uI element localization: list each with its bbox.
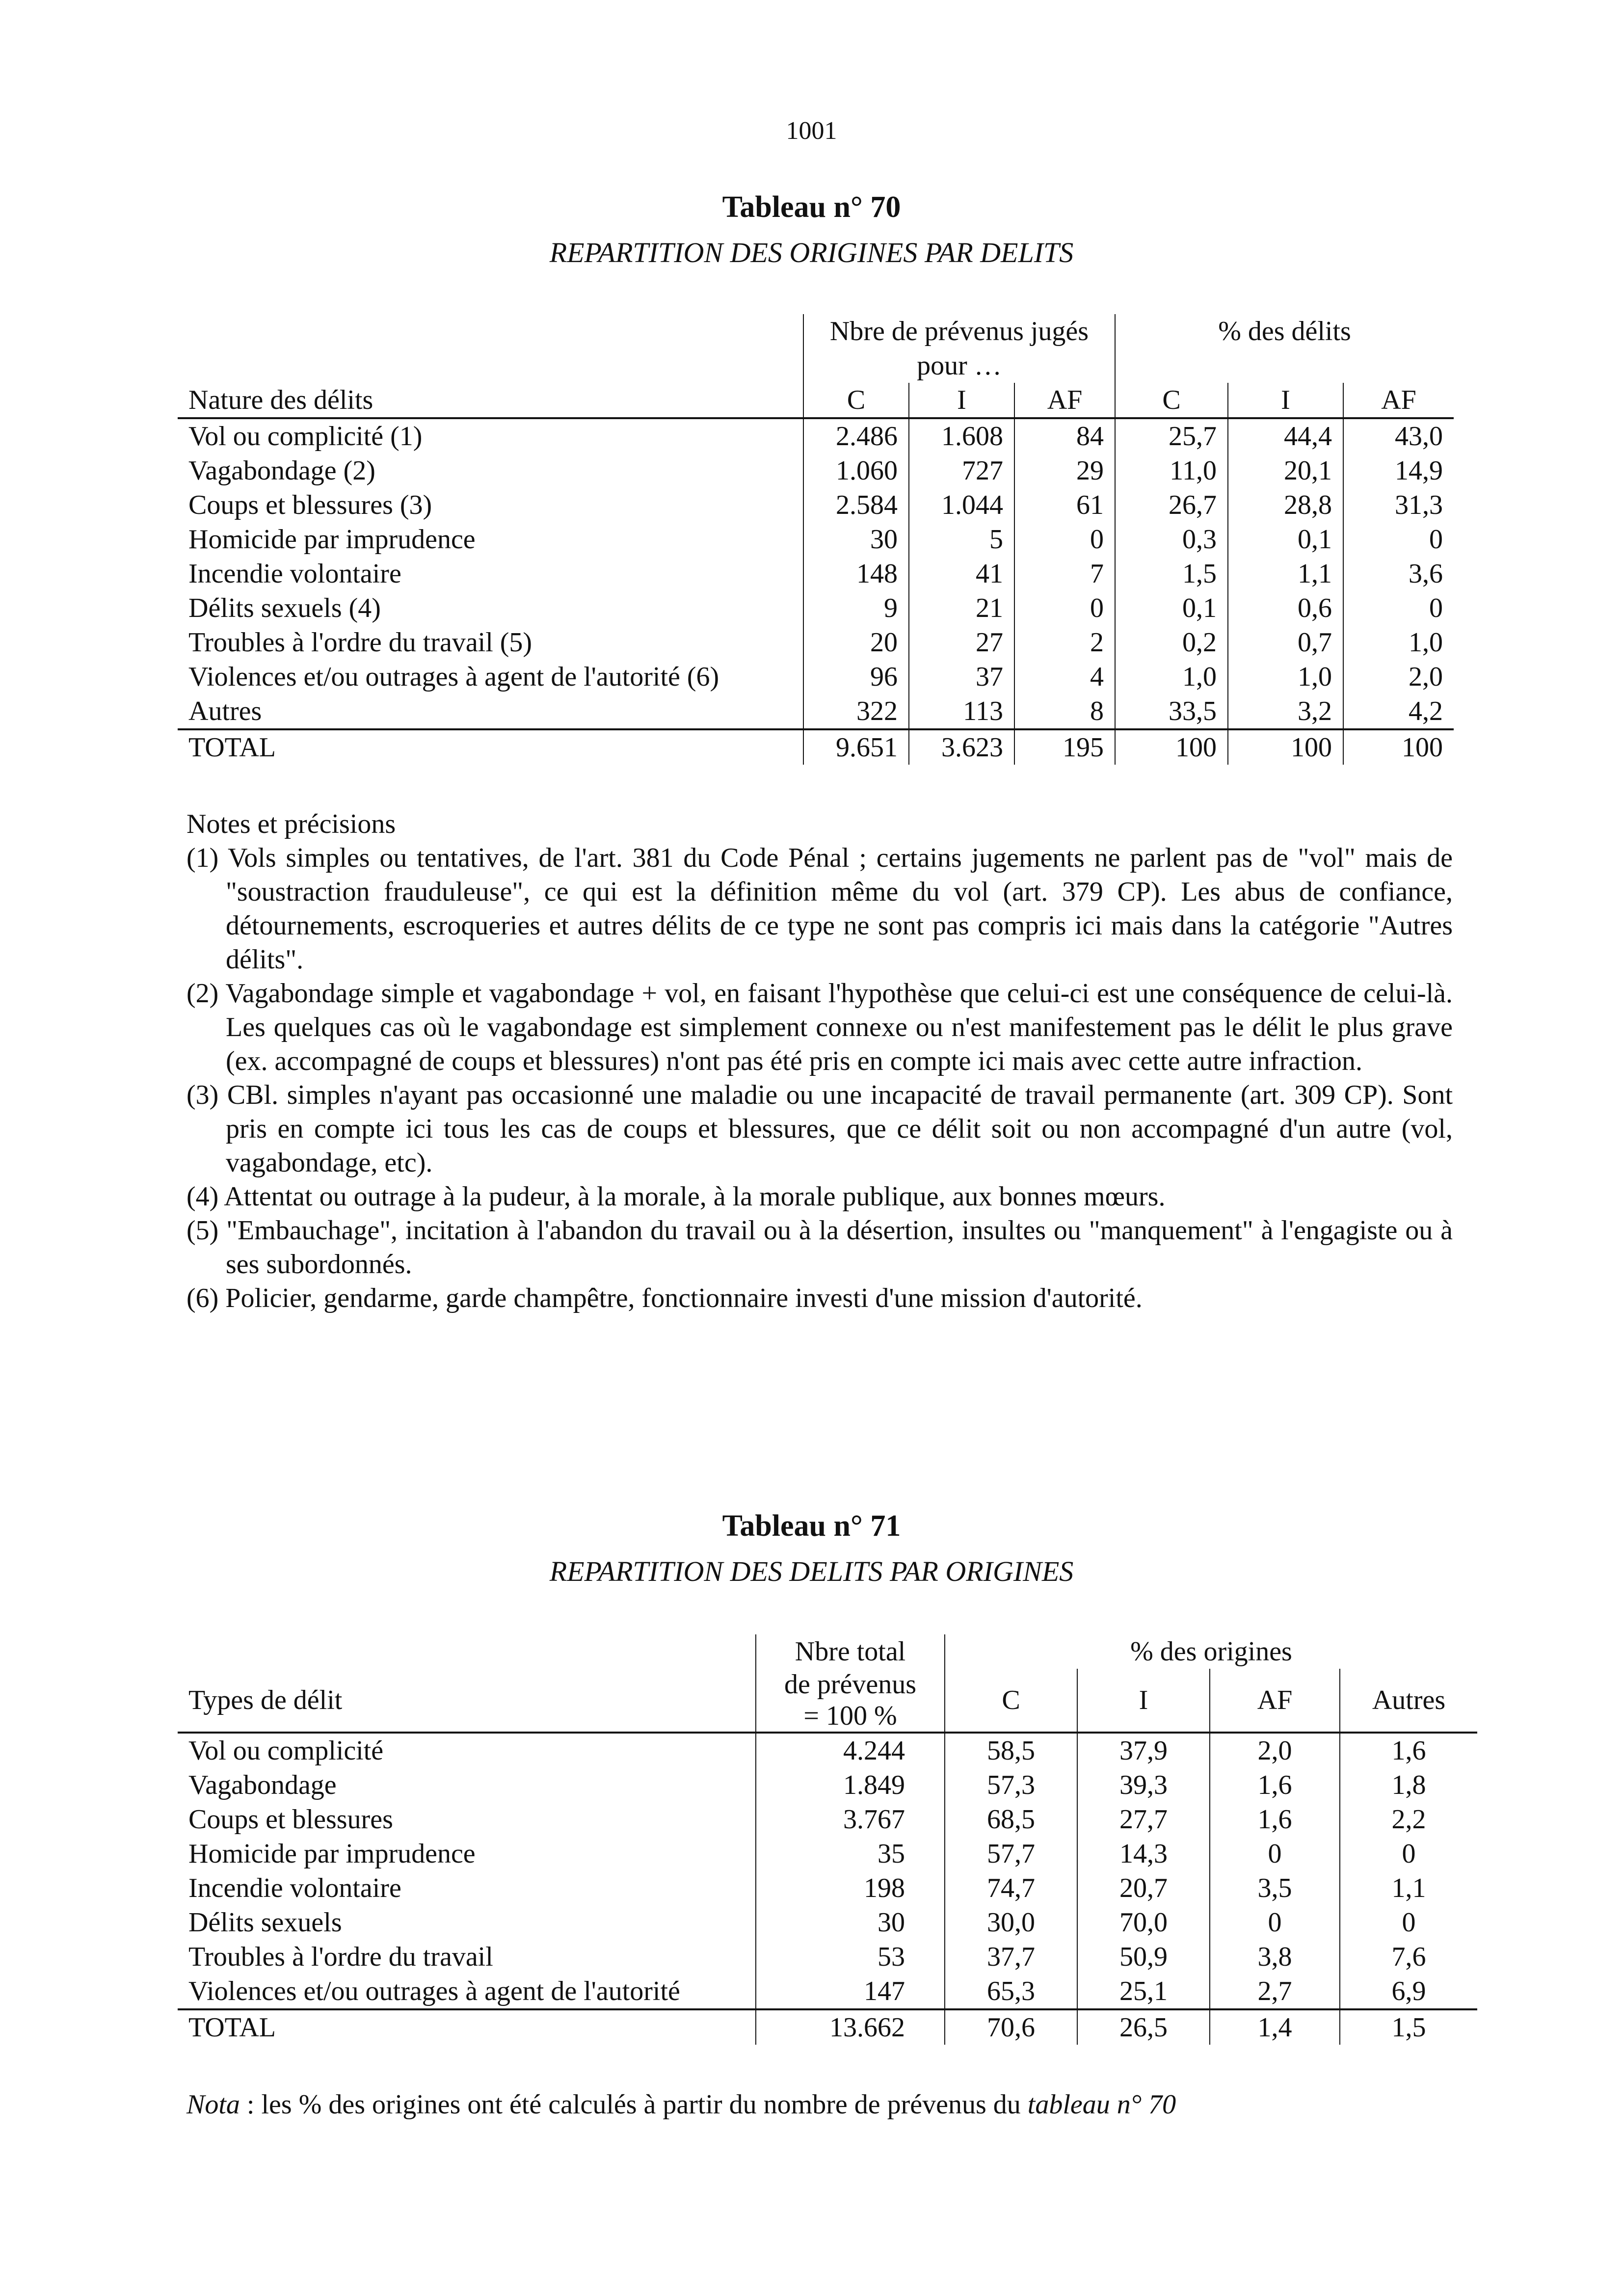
- table-cell: 147: [756, 1974, 945, 2009]
- table71-nota: [186, 2088, 1176, 2121]
- table-cell: 1,0: [1115, 660, 1228, 694]
- table71-col-header-cell: Autres: [1340, 1669, 1477, 1733]
- table-cell: 0,1: [1115, 591, 1228, 625]
- table71-total-cell: 26,5: [1077, 2009, 1210, 2045]
- row-label: Troubles à l'ordre du travail (5): [188, 627, 532, 658]
- table71-col-header: [178, 1669, 1477, 1733]
- table-cell: 0,7: [1228, 625, 1343, 660]
- table71-group-header: [178, 1634, 1477, 1669]
- table-cell: 44,4: [1228, 418, 1343, 454]
- table-cell: 1.044: [909, 488, 1014, 522]
- table-cell: 198: [756, 1871, 945, 1905]
- table-row: [178, 1733, 1477, 1768]
- table-cell: 28,8: [1228, 488, 1343, 522]
- row-label: Violences et/ou outrages à agent de l'autorité: [188, 1976, 680, 2006]
- table71-body: [178, 1733, 1477, 2009]
- note-item: (5) "Embauchage", incitation à l'abandon du travail ou à la désertion, insultes ou "manquement" à l'engagiste ou à ses subordonnés.: [186, 1215, 1453, 1280]
- row-label: Coups et blessures: [188, 1804, 393, 1835]
- table-row: [178, 488, 1454, 522]
- row-label: Vol ou complicité (1): [188, 421, 423, 452]
- table70-body: [178, 418, 1454, 729]
- note-item: (4) Attentat ou outrage à la pudeur, à la morale, à la morale publique, aux bonnes mœurs.: [186, 1181, 1166, 1212]
- page-number: 1001: [786, 117, 837, 145]
- table-row: [178, 625, 1454, 660]
- table71-total-header: [756, 1669, 945, 1733]
- table-cell: 3.767: [756, 1802, 945, 1837]
- table70-col-label: Nature des délits: [178, 383, 803, 418]
- nota-label: Nota: [186, 2089, 240, 2120]
- table-cell: 4: [1014, 660, 1115, 694]
- note-item: (1) Vols simples ou tentatives, de l'art. 381 du Code Pénal ; certains jugements ne parlent pas de "vol" mais de "soustraction frauduleuse", ce qui est la définition même du vol (art. 379 CP). Les abus de confiance, détournements, escroqueries et autres délits de ce type ne sont pas compris ici mais dans la catégorie "Autres délits".: [186, 843, 1453, 975]
- nota-text: : les % des origines ont été calculés à partir du nombre de prévenus du: [239, 2089, 1028, 2120]
- table-row: [178, 1974, 1477, 2009]
- table-cell: 322: [803, 694, 909, 729]
- table-cell: 1,5: [1115, 557, 1228, 591]
- table-cell: 30: [756, 1905, 945, 1940]
- table71-total-row: [178, 2009, 1477, 2045]
- table-cell: 0: [1340, 1837, 1477, 1871]
- table-cell: 57,7: [945, 1837, 1077, 1871]
- note-item: (2) Vagabondage simple et vagabondage + vol, en faisant l'hypothèse que celui-ci est une conséquence de celui-là. Les quelques cas où le vagabondage est simplement connexe ou n'est manifestement pas le délit le plus grave (ex. accompagné de coups et blessures) n'ont pas été pris en compte ici mais avec cette autre infraction.: [186, 978, 1453, 1076]
- table-cell: 4,2: [1343, 694, 1454, 729]
- table-cell: 3,2: [1228, 694, 1343, 729]
- table-cell: 1,6: [1210, 1768, 1340, 1802]
- table-cell: 26,7: [1115, 488, 1228, 522]
- table70-col-header-cell: C: [1115, 383, 1228, 418]
- table-cell: 25,7: [1115, 418, 1228, 454]
- table71-total-cell: 13.662: [756, 2009, 945, 2045]
- table70-col-header-cell: C: [803, 383, 909, 418]
- table-cell: 57,3: [945, 1768, 1077, 1802]
- table70-col-header-cell: I: [909, 383, 1014, 418]
- table70-total-cell: 3.623: [909, 729, 1014, 765]
- table-row: [178, 694, 1454, 729]
- table-cell: 6,9: [1340, 1974, 1477, 2009]
- table-cell: 0,3: [1115, 522, 1228, 557]
- table71-col-header-cell: AF: [1210, 1669, 1340, 1733]
- row-label: Vagabondage: [188, 1770, 337, 1800]
- table71-total-cell: 1,5: [1340, 2009, 1477, 2045]
- nota-ref: tableau n° 70: [1027, 2089, 1176, 2120]
- table-cell: 35: [756, 1837, 945, 1871]
- table-cell: 84: [1014, 418, 1115, 454]
- table71-total-header-line: Nbre total: [756, 1634, 945, 1669]
- table-row: [178, 1905, 1477, 1940]
- table-cell: 0: [1340, 1905, 1477, 1940]
- table-cell: 61: [1014, 488, 1115, 522]
- table71-total-label: TOTAL: [178, 2009, 756, 2045]
- table70-total-cell: 100: [1115, 729, 1228, 765]
- table71-total-cell: 1,4: [1210, 2009, 1340, 2045]
- table-row: [178, 454, 1454, 488]
- table-cell: 148: [803, 557, 909, 591]
- table-cell: 7: [1014, 557, 1115, 591]
- table71-total-cell: 70,6: [945, 2009, 1077, 2045]
- table-cell: 7,6: [1340, 1940, 1477, 1974]
- table-cell: 74,7: [945, 1871, 1077, 1905]
- table-cell: 9: [803, 591, 909, 625]
- row-label: Délits sexuels: [188, 1907, 342, 1938]
- table-cell: 1.060: [803, 454, 909, 488]
- row-label: Autres: [188, 696, 262, 726]
- table-cell: 3,8: [1210, 1940, 1340, 1974]
- table-cell: 58,5: [945, 1733, 1077, 1768]
- table70-total-cell: 9.651: [803, 729, 909, 765]
- table-cell: 70,0: [1077, 1905, 1210, 1940]
- row-label: Incendie volontaire: [188, 559, 401, 589]
- table-cell: 31,3: [1343, 488, 1454, 522]
- table-row: [178, 1871, 1477, 1905]
- row-label: Coups et blessures (3): [188, 490, 432, 520]
- table-cell: 20,1: [1228, 454, 1343, 488]
- table-cell: 113: [909, 694, 1014, 729]
- table-cell: 39,3: [1077, 1768, 1210, 1802]
- table-cell: 50,9: [1077, 1940, 1210, 1974]
- table-cell: 20,7: [1077, 1871, 1210, 1905]
- table-cell: 0: [1343, 591, 1454, 625]
- table70-group-nbre: Nbre de prévenus jugés pour …: [803, 314, 1115, 383]
- table-cell: 33,5: [1115, 694, 1228, 729]
- table-cell: 20: [803, 625, 909, 660]
- table-cell: 4.244: [756, 1733, 945, 1768]
- table-cell: 14,9: [1343, 454, 1454, 488]
- row-label: Violences et/ou outrages à agent de l'autorité (6): [188, 662, 719, 692]
- row-label: Vagabondage (2): [188, 455, 375, 486]
- table-cell: 2,0: [1210, 1733, 1340, 1768]
- table70-col-header-cell: AF: [1343, 383, 1454, 418]
- table71-subtitle: REPARTITION DES DELITS PAR ORIGINES: [549, 1555, 1074, 1587]
- table-row: [178, 1802, 1477, 1837]
- row-label: Délits sexuels (4): [188, 593, 381, 623]
- table-cell: 2.584: [803, 488, 909, 522]
- table-cell: 1,0: [1343, 625, 1454, 660]
- table-cell: 0,1: [1228, 522, 1343, 557]
- table-cell: 37: [909, 660, 1014, 694]
- table-cell: 27: [909, 625, 1014, 660]
- table-cell: 1.849: [756, 1768, 945, 1802]
- table-cell: 5: [909, 522, 1014, 557]
- note-item: (6) Policier, gendarme, garde champêtre, fonctionnaire investi d'une mission d'autorité.: [186, 1283, 1143, 1313]
- table-cell: 1,8: [1340, 1768, 1477, 1802]
- table-cell: 29: [1014, 454, 1115, 488]
- table-cell: 27,7: [1077, 1802, 1210, 1837]
- table-cell: 43,0: [1343, 418, 1454, 454]
- table-row: [178, 1837, 1477, 1871]
- table-row: [178, 522, 1454, 557]
- notes-heading: Notes et précisions: [186, 809, 396, 839]
- table71-total-header-line: de prévenus: [784, 1669, 916, 1700]
- table70-col-header-cell: I: [1228, 383, 1343, 418]
- table-cell: 0: [1210, 1837, 1340, 1871]
- table-cell: 0: [1014, 522, 1115, 557]
- table70-group-header: [178, 314, 1454, 383]
- table-cell: 2: [1014, 625, 1115, 660]
- table-cell: 1,6: [1340, 1733, 1477, 1768]
- row-label: Vol ou complicité: [188, 1735, 384, 1766]
- table-cell: 25,1: [1077, 1974, 1210, 2009]
- table71: [178, 1634, 1477, 2045]
- table-cell: 65,3: [945, 1974, 1077, 2009]
- table70-title: Tableau n° 70: [722, 190, 901, 224]
- table-cell: 96: [803, 660, 909, 694]
- table-cell: 1,1: [1340, 1871, 1477, 1905]
- table-row: [178, 1940, 1477, 1974]
- table-cell: 0,6: [1228, 591, 1343, 625]
- table-cell: 0: [1210, 1905, 1340, 1940]
- table70-total-cell: 100: [1343, 729, 1454, 765]
- row-label: Troubles à l'ordre du travail: [188, 1942, 493, 1972]
- table-row: [178, 1768, 1477, 1802]
- table70-col-header-cell: AF: [1014, 383, 1115, 418]
- table71-col-label: Types de délit: [178, 1669, 756, 1733]
- table-cell: 41: [909, 557, 1014, 591]
- table70-total-label: TOTAL: [178, 729, 803, 765]
- table-cell: 2,7: [1210, 1974, 1340, 2009]
- table-cell: 0: [1343, 522, 1454, 557]
- table70: [178, 314, 1454, 765]
- table-cell: 2.486: [803, 418, 909, 454]
- row-label: Homicide par imprudence: [188, 524, 476, 555]
- table-cell: 3,6: [1343, 557, 1454, 591]
- table-cell: 30: [803, 522, 909, 557]
- table-cell: 53: [756, 1940, 945, 1974]
- notes-block: [186, 807, 1453, 1315]
- table-cell: 727: [909, 454, 1014, 488]
- table-row: [178, 591, 1454, 625]
- table-cell: 1,6: [1210, 1802, 1340, 1837]
- table70-group-pct: % des délits: [1115, 314, 1454, 383]
- table71-total-header-line: = 100 %: [803, 1701, 897, 1731]
- table-cell: 14,3: [1077, 1837, 1210, 1871]
- table71-group-pct: % des origines: [945, 1634, 1477, 1669]
- table-cell: 37,9: [1077, 1733, 1210, 1768]
- table70-subtitle: REPARTITION DES ORIGINES PAR DELITS: [549, 237, 1074, 268]
- row-label: Homicide par imprudence: [188, 1839, 476, 1869]
- table70-total-cell: 195: [1014, 729, 1115, 765]
- table-cell: 3,5: [1210, 1871, 1340, 1905]
- table-row: [178, 418, 1454, 454]
- table-row: [178, 557, 1454, 591]
- table-cell: 0,2: [1115, 625, 1228, 660]
- table-cell: 8: [1014, 694, 1115, 729]
- table70-col-header: [178, 383, 1454, 418]
- table71-title: Tableau n° 71: [722, 1509, 901, 1543]
- table-cell: 11,0: [1115, 454, 1228, 488]
- table70-total-cell: 100: [1228, 729, 1343, 765]
- table-cell: 2,0: [1343, 660, 1454, 694]
- table70-total-row: [178, 729, 1454, 765]
- table-cell: 0: [1014, 591, 1115, 625]
- table-cell: 21: [909, 591, 1014, 625]
- row-label: Incendie volontaire: [188, 1873, 401, 1903]
- table-cell: 30,0: [945, 1905, 1077, 1940]
- table-row: [178, 660, 1454, 694]
- table71-col-header-cell: I: [1077, 1669, 1210, 1733]
- table-cell: 2,2: [1340, 1802, 1477, 1837]
- table-cell: 1,0: [1228, 660, 1343, 694]
- table-cell: 1,1: [1228, 557, 1343, 591]
- table-cell: 68,5: [945, 1802, 1077, 1837]
- table-cell: 37,7: [945, 1940, 1077, 1974]
- table-cell: 1.608: [909, 418, 1014, 454]
- table71-col-header-cell: C: [945, 1669, 1077, 1733]
- note-item: (3) CBl. simples n'ayant pas occasionné une maladie ou une incapacité de travail permanente (art. 309 CP). Sont pris en compte ici tous les cas de coups et blessures, que ce délit soit ou non accompagné d'un autre (vol, vagabondage, etc).: [186, 1080, 1453, 1178]
